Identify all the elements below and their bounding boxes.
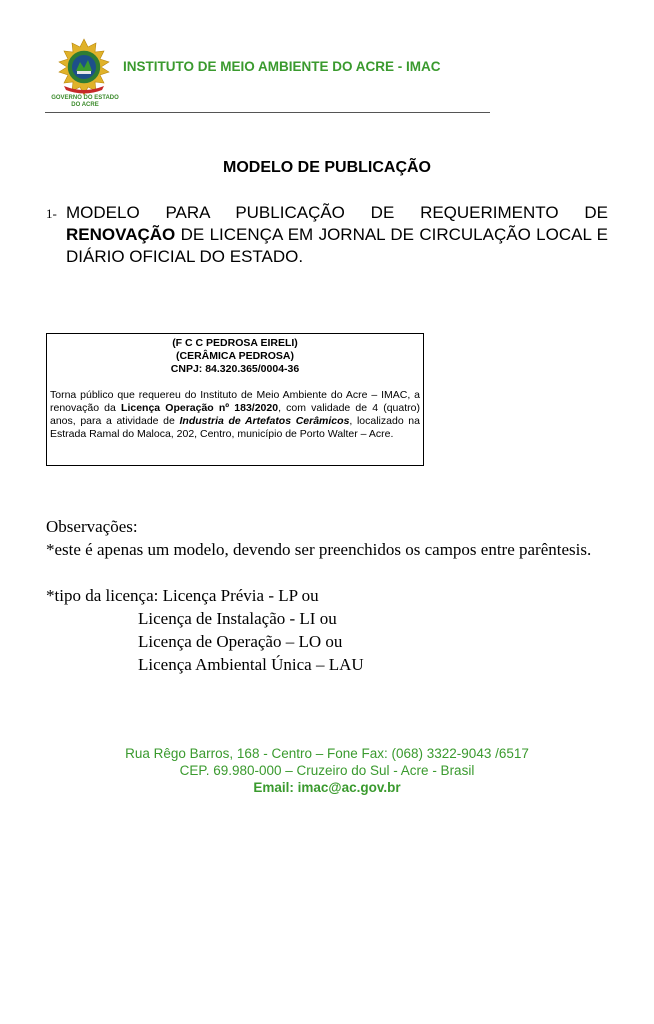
license-type: Licença de Instalação - LI ou (138, 609, 337, 628)
header-divider (45, 112, 490, 113)
government-label: GOVERNO DO ESTADO DO ACRE (51, 95, 119, 108)
letterhead (45, 36, 490, 114)
footer (0, 745, 654, 796)
numbered-item (46, 202, 608, 268)
company-name: (F C C PEDROSA EIRELI) (172, 337, 298, 349)
institute-title: INSTITUTO DE MEIO AMBIENTE DO ACRE - IMAC (123, 59, 441, 74)
state-coat-of-arms-icon (55, 38, 113, 96)
trade-name: (CERÂMICA PEDROSA) (175, 350, 295, 362)
license-type: Licença Prévia - LP ou (162, 586, 319, 605)
license-type-line: *tipo da licença: Licença Prévia - LP ou (46, 586, 319, 605)
item-text: MODELO PARA PUBLICAÇÃO DE REQUERIMENTO DE RENOVAÇÃO DE LICENÇA EM JORNAL DE CIRCULAÇÃO LOCAL E DIÁRIO OFICIAL DO ESTADO. (66, 203, 608, 266)
cnpj: CNPJ: 84.320.365/0004-36 (170, 363, 300, 375)
footer-email: Email: imac@ac.gov.br (253, 780, 401, 795)
item-number: 1- (46, 206, 57, 221)
publication-text: Torna público que requereu do Instituto de Meio Ambiente do Acre – IMAC, a renovação da Licença Operação nº 183/2020, com validade de 4 (quatro) anos, para a atividade de Industria de Artefatos Cerâmicos, localizado na Estrada Ramal do Maloca, 202, Centro, município de Porto Walter – Acre. (50, 389, 420, 440)
activity-name: Industria de Artefatos Cerâmicos (179, 415, 350, 427)
license-type: Licença Ambiental Única – LAU (138, 655, 364, 674)
observations (46, 515, 608, 676)
observations-heading: Observações: (46, 517, 138, 536)
footer-cep: CEP. 69.980-000 – Cruzeiro do Sul - Acre - Brasil (179, 763, 475, 778)
item-emphasis: RENOVAÇÃO (66, 225, 176, 244)
observation-note: *este é apenas um modelo, devendo ser preenchidos os campos entre parêntesis. (46, 540, 592, 559)
document-title: MODELO DE PUBLICAÇÃO (223, 159, 431, 176)
publication-model-box (46, 333, 424, 466)
license-type: Licença de Operação – LO ou (138, 632, 343, 651)
license-number: Licença Operação nº 183/2020 (121, 402, 279, 414)
footer-address: Rua Rêgo Barros, 168 - Centro – Fone Fax: (068) 3322-9043 /6517 (125, 746, 529, 761)
